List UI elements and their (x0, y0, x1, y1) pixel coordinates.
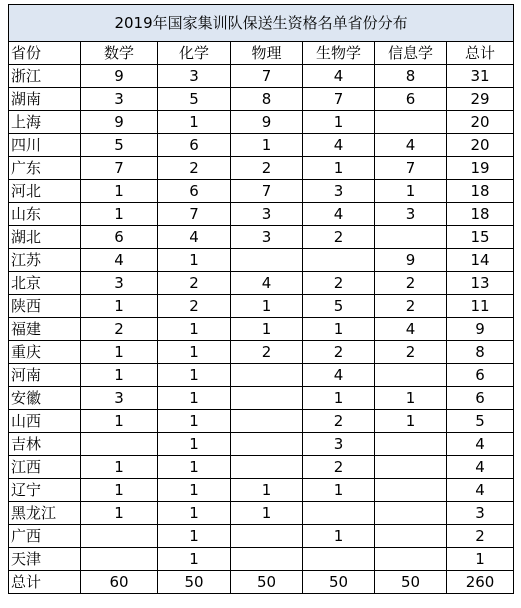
cell-biology: 2 (303, 456, 375, 479)
cell-total: 1 (447, 548, 514, 571)
total-row (9, 571, 514, 594)
cell-province: 辽宁 (9, 479, 81, 502)
table-row (9, 157, 514, 180)
cell-physics: 8 (231, 88, 303, 111)
cell-physics (231, 387, 303, 410)
cell-total: 4 (447, 479, 514, 502)
cell-biology: 1 (303, 525, 375, 548)
cell-math: 1 (81, 364, 158, 387)
cell-province: 陕西 (9, 295, 81, 318)
cell-informatics: 2 (375, 295, 447, 318)
cell-total: 4 (447, 433, 514, 456)
cell-total: 4 (447, 456, 514, 479)
cell-math: 1 (81, 295, 158, 318)
cell-informatics: 7 (375, 157, 447, 180)
cell-chemistry: 1 (158, 364, 231, 387)
cell-total: 6 (447, 387, 514, 410)
cell-province: 广东 (9, 157, 81, 180)
header-row (9, 42, 514, 65)
cell-total: 20 (447, 111, 514, 134)
cell-chemistry: 1 (158, 341, 231, 364)
cell-informatics (375, 548, 447, 571)
table-row (9, 134, 514, 157)
cell-chemistry: 1 (158, 525, 231, 548)
cell-chemistry: 1 (158, 548, 231, 571)
header-cell-math: 数学 (81, 42, 158, 65)
cell-total: 11 (447, 295, 514, 318)
cell-chemistry: 1 (158, 433, 231, 456)
cell-chemistry: 1 (158, 111, 231, 134)
table-row (9, 525, 514, 548)
cell-math (81, 548, 158, 571)
cell-chemistry: 6 (158, 180, 231, 203)
cell-total: 18 (447, 180, 514, 203)
cell-chemistry: 5 (158, 88, 231, 111)
province-distribution-table (8, 4, 514, 594)
cell-biology: 4 (303, 134, 375, 157)
cell-physics: 3 (231, 203, 303, 226)
cell-physics (231, 525, 303, 548)
cell-biology: 4 (303, 364, 375, 387)
header-cell-physics: 物理 (231, 42, 303, 65)
table-title: 2019年国家集训队保送生资格名单省份分布 (9, 5, 514, 42)
cell-math: 9 (81, 111, 158, 134)
header-cell-informatics: 信息学 (375, 42, 447, 65)
cell-physics: 2 (231, 341, 303, 364)
cell-math: 3 (81, 387, 158, 410)
cell-physics (231, 433, 303, 456)
cell-province: 安徽 (9, 387, 81, 410)
cell-biology: 2 (303, 226, 375, 249)
table-row (9, 364, 514, 387)
province-distribution-table-container (8, 4, 513, 594)
cell-biology (303, 502, 375, 525)
cell-province: 湖南 (9, 88, 81, 111)
cell-physics: 1 (231, 479, 303, 502)
table-row (9, 548, 514, 571)
cell-chemistry: 1 (158, 387, 231, 410)
header-cell-total: 总计 (447, 42, 514, 65)
cell-math: 3 (81, 272, 158, 295)
cell-math (81, 525, 158, 548)
cell-province: 四川 (9, 134, 81, 157)
cell-informatics: 2 (375, 341, 447, 364)
cell-province: 湖北 (9, 226, 81, 249)
cell-biology: 1 (303, 111, 375, 134)
cell-informatics: 1 (375, 180, 447, 203)
cell-chemistry: 1 (158, 479, 231, 502)
cell-total: 19 (447, 157, 514, 180)
cell-informatics (375, 479, 447, 502)
header-cell-province: 省份 (9, 42, 81, 65)
cell-physics: 1 (231, 295, 303, 318)
cell-total: 6 (447, 364, 514, 387)
cell-informatics: 50 (375, 571, 447, 594)
cell-math: 1 (81, 203, 158, 226)
cell-physics: 7 (231, 180, 303, 203)
cell-math: 1 (81, 341, 158, 364)
cell-biology: 4 (303, 203, 375, 226)
table-row (9, 341, 514, 364)
cell-chemistry: 1 (158, 249, 231, 272)
cell-province: 广西 (9, 525, 81, 548)
cell-informatics (375, 226, 447, 249)
cell-physics: 1 (231, 134, 303, 157)
cell-informatics: 9 (375, 249, 447, 272)
table-row (9, 180, 514, 203)
cell-province: 江苏 (9, 249, 81, 272)
cell-math: 1 (81, 180, 158, 203)
cell-math: 2 (81, 318, 158, 341)
cell-biology: 2 (303, 272, 375, 295)
cell-math: 4 (81, 249, 158, 272)
cell-province: 浙江 (9, 65, 81, 88)
cell-total: 13 (447, 272, 514, 295)
cell-biology: 1 (303, 479, 375, 502)
cell-chemistry: 1 (158, 318, 231, 341)
table-row (9, 433, 514, 456)
cell-informatics: 8 (375, 65, 447, 88)
cell-chemistry: 6 (158, 134, 231, 157)
cell-province: 江西 (9, 456, 81, 479)
cell-total: 2 (447, 525, 514, 548)
cell-biology: 3 (303, 433, 375, 456)
cell-province: 河北 (9, 180, 81, 203)
cell-biology: 50 (303, 571, 375, 594)
table-row (9, 226, 514, 249)
table-row (9, 295, 514, 318)
cell-math: 6 (81, 226, 158, 249)
cell-physics: 7 (231, 65, 303, 88)
cell-physics (231, 249, 303, 272)
table-row (9, 111, 514, 134)
cell-province: 天津 (9, 548, 81, 571)
cell-total: 31 (447, 65, 514, 88)
cell-informatics (375, 433, 447, 456)
cell-chemistry: 1 (158, 502, 231, 525)
cell-chemistry: 1 (158, 456, 231, 479)
cell-math: 5 (81, 134, 158, 157)
cell-chemistry: 7 (158, 203, 231, 226)
cell-biology: 1 (303, 157, 375, 180)
cell-informatics (375, 456, 447, 479)
cell-total: 8 (447, 341, 514, 364)
cell-biology (303, 249, 375, 272)
cell-biology: 3 (303, 180, 375, 203)
cell-physics (231, 548, 303, 571)
cell-physics (231, 364, 303, 387)
cell-province: 福建 (9, 318, 81, 341)
cell-total: 14 (447, 249, 514, 272)
cell-informatics: 1 (375, 387, 447, 410)
table-row (9, 249, 514, 272)
cell-total: 260 (447, 571, 514, 594)
cell-math: 1 (81, 479, 158, 502)
cell-math: 1 (81, 456, 158, 479)
cell-informatics: 1 (375, 410, 447, 433)
cell-total: 3 (447, 502, 514, 525)
cell-informatics (375, 364, 447, 387)
table-row (9, 502, 514, 525)
header-cell-chemistry: 化学 (158, 42, 231, 65)
cell-biology: 2 (303, 410, 375, 433)
cell-province: 河南 (9, 364, 81, 387)
cell-informatics (375, 111, 447, 134)
cell-biology (303, 548, 375, 571)
cell-total: 9 (447, 318, 514, 341)
cell-informatics: 4 (375, 134, 447, 157)
cell-math: 1 (81, 410, 158, 433)
cell-physics: 4 (231, 272, 303, 295)
cell-math: 7 (81, 157, 158, 180)
cell-total: 18 (447, 203, 514, 226)
cell-biology: 1 (303, 318, 375, 341)
cell-informatics: 4 (375, 318, 447, 341)
cell-chemistry: 50 (158, 571, 231, 594)
cell-math: 9 (81, 65, 158, 88)
cell-informatics: 6 (375, 88, 447, 111)
cell-biology: 4 (303, 65, 375, 88)
cell-chemistry: 3 (158, 65, 231, 88)
cell-informatics (375, 502, 447, 525)
cell-physics: 2 (231, 157, 303, 180)
cell-physics (231, 410, 303, 433)
cell-chemistry: 1 (158, 410, 231, 433)
cell-total: 20 (447, 134, 514, 157)
cell-chemistry: 4 (158, 226, 231, 249)
cell-math: 3 (81, 88, 158, 111)
cell-chemistry: 2 (158, 272, 231, 295)
cell-province: 山东 (9, 203, 81, 226)
cell-chemistry: 2 (158, 157, 231, 180)
cell-physics (231, 456, 303, 479)
cell-biology: 7 (303, 88, 375, 111)
cell-physics: 50 (231, 571, 303, 594)
table-row (9, 410, 514, 433)
cell-informatics: 3 (375, 203, 447, 226)
table-row (9, 203, 514, 226)
table-row (9, 387, 514, 410)
cell-province: 北京 (9, 272, 81, 295)
table-row (9, 479, 514, 502)
cell-province: 黑龙江 (9, 502, 81, 525)
cell-total: 15 (447, 226, 514, 249)
cell-biology: 1 (303, 387, 375, 410)
cell-physics: 9 (231, 111, 303, 134)
cell-math: 1 (81, 502, 158, 525)
cell-physics: 1 (231, 502, 303, 525)
title-row (9, 5, 514, 42)
table-row (9, 272, 514, 295)
cell-province: 重庆 (9, 341, 81, 364)
header-cell-biology: 生物学 (303, 42, 375, 65)
cell-chemistry: 2 (158, 295, 231, 318)
cell-biology: 2 (303, 341, 375, 364)
cell-total: 5 (447, 410, 514, 433)
cell-province: 吉林 (9, 433, 81, 456)
table-row (9, 65, 514, 88)
cell-biology: 5 (303, 295, 375, 318)
table-row (9, 318, 514, 341)
table-row (9, 456, 514, 479)
cell-math (81, 433, 158, 456)
cell-province: 总计 (9, 571, 81, 594)
cell-province: 山西 (9, 410, 81, 433)
cell-math: 60 (81, 571, 158, 594)
cell-total: 29 (447, 88, 514, 111)
table-row (9, 88, 514, 111)
cell-informatics (375, 525, 447, 548)
cell-informatics: 2 (375, 272, 447, 295)
cell-physics: 1 (231, 318, 303, 341)
cell-province: 上海 (9, 111, 81, 134)
cell-physics: 3 (231, 226, 303, 249)
